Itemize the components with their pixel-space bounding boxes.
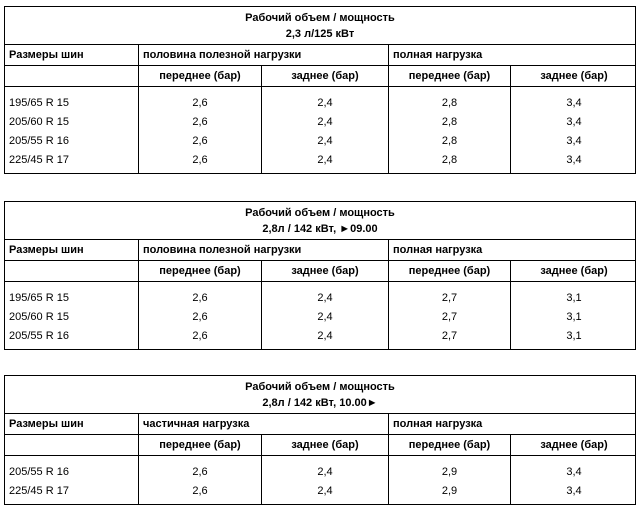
rear-header: заднее (бар) — [510, 66, 637, 86]
pressure-value: 2,4 — [261, 289, 388, 308]
group-header-row — [5, 413, 635, 434]
tire-size-header: Размеры шин — [9, 418, 84, 430]
load-group-1-header: половина полезной нагрузки — [138, 45, 388, 65]
rear-header: заднее (бар) — [261, 66, 388, 86]
table-row — [5, 151, 635, 170]
pressure-value: 3,1 — [510, 327, 637, 346]
pressure-value: 3,4 — [510, 151, 637, 170]
group-header-row — [5, 44, 635, 65]
table-row — [5, 113, 635, 132]
caption-title: Рабочий объем / мощность — [245, 381, 395, 393]
front-header: переднее (бар) — [138, 66, 261, 86]
load-group-2-header: полная нагрузка — [388, 240, 637, 260]
pressure-value: 2,8 — [388, 94, 510, 113]
tire-size: 205/60 R 15 — [9, 116, 69, 128]
pressure-value: 2,8 — [388, 151, 510, 170]
load-group-2-header: полная нагрузка — [388, 45, 637, 65]
axle-header-row — [5, 434, 635, 455]
tire-size-header: Размеры шин — [9, 49, 84, 61]
pressure-value: 2,7 — [388, 308, 510, 327]
table-row — [5, 482, 635, 501]
front-header: переднее (бар) — [138, 435, 261, 455]
pressure-value: 2,6 — [138, 308, 261, 327]
caption-engine: 2,8л / 142 кВт, ►09.00 — [262, 223, 378, 235]
pressure-value: 2,4 — [261, 132, 388, 151]
table-row — [5, 308, 635, 327]
pressure-value: 2,8 — [388, 132, 510, 151]
pressure-value: 2,4 — [261, 151, 388, 170]
group-header-row — [5, 239, 635, 260]
pressure-value: 2,9 — [388, 482, 510, 501]
table-caption — [5, 202, 635, 239]
pressure-table-2 — [4, 201, 636, 350]
pressure-value: 2,6 — [138, 482, 261, 501]
tire-size: 205/55 R 16 — [9, 330, 69, 342]
table-row — [5, 327, 635, 346]
pressure-value: 2,6 — [138, 94, 261, 113]
pressure-value: 3,1 — [510, 289, 637, 308]
pressure-value: 3,4 — [510, 132, 637, 151]
front-header: переднее (бар) — [388, 261, 510, 281]
pressure-value: 2,4 — [261, 113, 388, 132]
spacer-row — [5, 281, 635, 289]
pressure-value: 3,4 — [510, 94, 637, 113]
load-group-2-header: полная нагрузка — [388, 414, 637, 434]
rear-header: заднее (бар) — [261, 435, 388, 455]
pressure-value: 2,8 — [388, 113, 510, 132]
spacer-row — [5, 455, 635, 463]
pressure-value: 3,4 — [510, 463, 637, 482]
pressure-value: 2,4 — [261, 94, 388, 113]
axle-header-row — [5, 260, 635, 281]
pressure-value: 3,1 — [510, 308, 637, 327]
pressure-value: 3,4 — [510, 113, 637, 132]
load-group-1-header: частичная нагрузка — [138, 414, 388, 434]
pressure-value: 2,4 — [261, 463, 388, 482]
caption-title: Рабочий объем / мощность — [245, 12, 395, 24]
pressure-value: 2,6 — [138, 289, 261, 308]
caption-engine: 2,8л / 142 кВт, 10.00► — [262, 397, 378, 409]
tire-size: 205/60 R 15 — [9, 311, 69, 323]
pressure-value: 2,7 — [388, 327, 510, 346]
table-row — [5, 289, 635, 308]
pressure-table-1 — [4, 6, 636, 174]
tire-size: 225/45 R 17 — [9, 154, 69, 166]
axle-header-row — [5, 65, 635, 86]
table-caption — [5, 376, 635, 413]
front-header: переднее (бар) — [388, 66, 510, 86]
caption-title: Рабочий объем / мощность — [245, 207, 395, 219]
pressure-value: 3,4 — [510, 482, 637, 501]
pressure-value: 2,4 — [261, 308, 388, 327]
tire-size-header: Размеры шин — [9, 244, 84, 256]
table-row — [5, 94, 635, 113]
pressure-value: 2,6 — [138, 132, 261, 151]
empty-cell — [5, 261, 138, 281]
pressure-value: 2,9 — [388, 463, 510, 482]
rear-header: заднее (бар) — [510, 435, 637, 455]
table-row — [5, 463, 635, 482]
front-header: переднее (бар) — [138, 261, 261, 281]
load-group-1-header: половина полезной нагрузки — [138, 240, 388, 260]
pressure-table-3 — [4, 375, 636, 505]
pressure-value: 2,6 — [138, 151, 261, 170]
table-row — [5, 132, 635, 151]
rear-header: заднее (бар) — [510, 261, 637, 281]
empty-cell — [5, 435, 138, 455]
empty-cell — [5, 66, 138, 86]
rear-header: заднее (бар) — [261, 261, 388, 281]
pressure-value: 2,4 — [261, 482, 388, 501]
spacer-row — [5, 86, 635, 94]
pressure-value: 2,7 — [388, 289, 510, 308]
caption-engine: 2,3 л/125 кВт — [285, 28, 355, 40]
pressure-value: 2,4 — [261, 327, 388, 346]
tire-size: 205/55 R 16 — [9, 466, 69, 478]
pressure-value: 2,6 — [138, 463, 261, 482]
front-header: переднее (бар) — [388, 435, 510, 455]
table-caption — [5, 7, 635, 44]
tire-size: 195/65 R 15 — [9, 97, 69, 109]
pressure-value: 2,6 — [138, 327, 261, 346]
tire-size: 195/65 R 15 — [9, 292, 69, 304]
pressure-value: 2,6 — [138, 113, 261, 132]
tire-size: 225/45 R 17 — [9, 485, 69, 497]
tire-size: 205/55 R 16 — [9, 135, 69, 147]
